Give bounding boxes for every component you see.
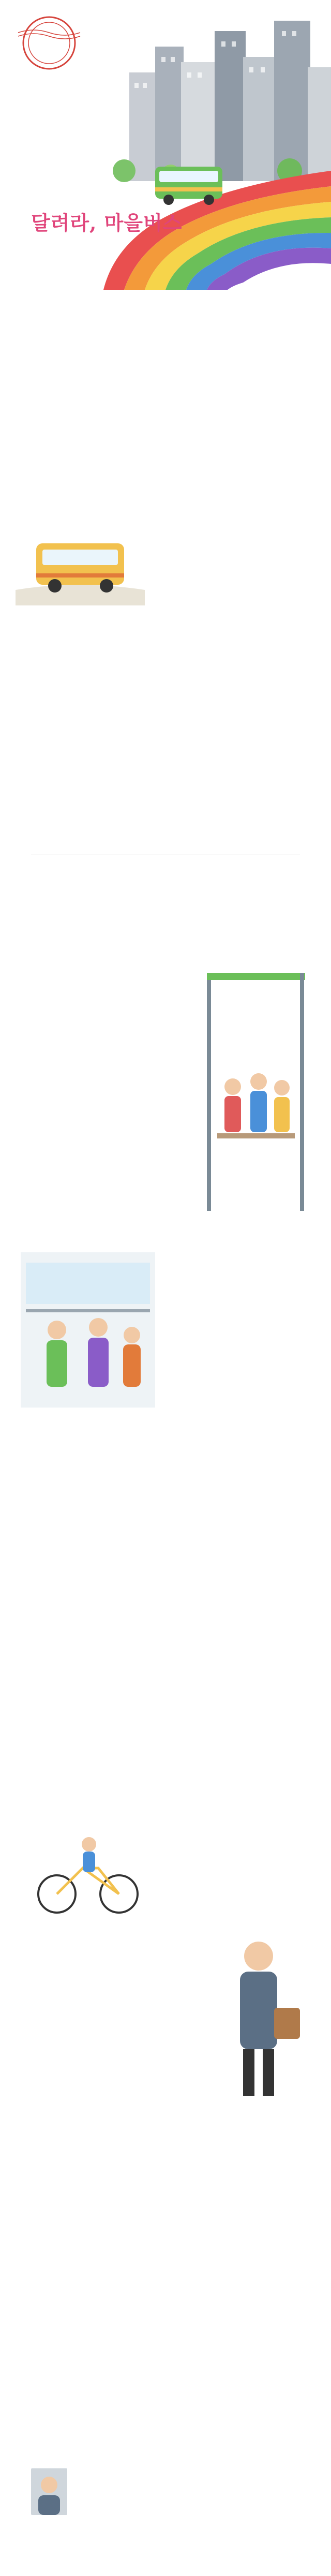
paragraph [31,320,300,327]
paragraph [31,1606,300,1613]
postmark-stamp [16,9,83,77]
paragraph [31,1443,300,1450]
section-5 [0,1247,331,1583]
bus-interior-illustration [21,1252,155,1408]
paragraph [150,525,300,532]
cyclist-illustration [31,1827,145,1920]
passenger-icon [274,1080,290,1132]
paragraph [155,1827,300,1834]
hero [0,0,331,290]
paragraph [31,1619,300,1626]
paragraph [31,877,300,884]
rider-icon [47,1321,67,1387]
paragraph [31,2152,300,2159]
paragraph [31,656,300,663]
paragraph [150,512,300,520]
man-with-bag-illustration [207,1930,310,2106]
section-1 [0,290,331,507]
paragraph [31,864,300,871]
paragraph [31,1594,300,1601]
paragraph [31,644,300,651]
paragraph [31,295,300,302]
section-6 [0,1589,331,2116]
person-icon [31,2468,67,2515]
paragraph [31,307,300,315]
author-photo [31,2468,67,2515]
bus-stop-illustration [197,952,315,1221]
section-7 [0,2122,331,2458]
paragraph [31,2127,300,2134]
article-title: 달려라, 마을버스 [31,211,183,234]
rider-icon [123,1327,141,1387]
yellow-bus-illustration [16,512,145,605]
paragraph [31,332,300,339]
paragraph [166,1265,305,1272]
paragraph [31,631,300,639]
paragraph [31,1430,300,1438]
section-3 [0,859,331,937]
paragraph [166,1252,305,1260]
rider-icon [88,1318,109,1387]
bag-icon [274,2008,300,2039]
green-bus-icon [155,167,222,205]
passenger-icon [224,1078,241,1132]
paragraph [31,959,186,967]
paragraph [31,1418,300,1425]
passenger-icon [250,1073,267,1132]
author-bio [31,2468,300,2546]
section-2 [0,507,331,849]
paragraph [31,2139,300,2146]
paragraph [31,947,186,954]
paragraph [31,1941,186,1948]
section-4 [0,942,331,1242]
paragraph [31,972,186,979]
paragraph [31,984,186,991]
